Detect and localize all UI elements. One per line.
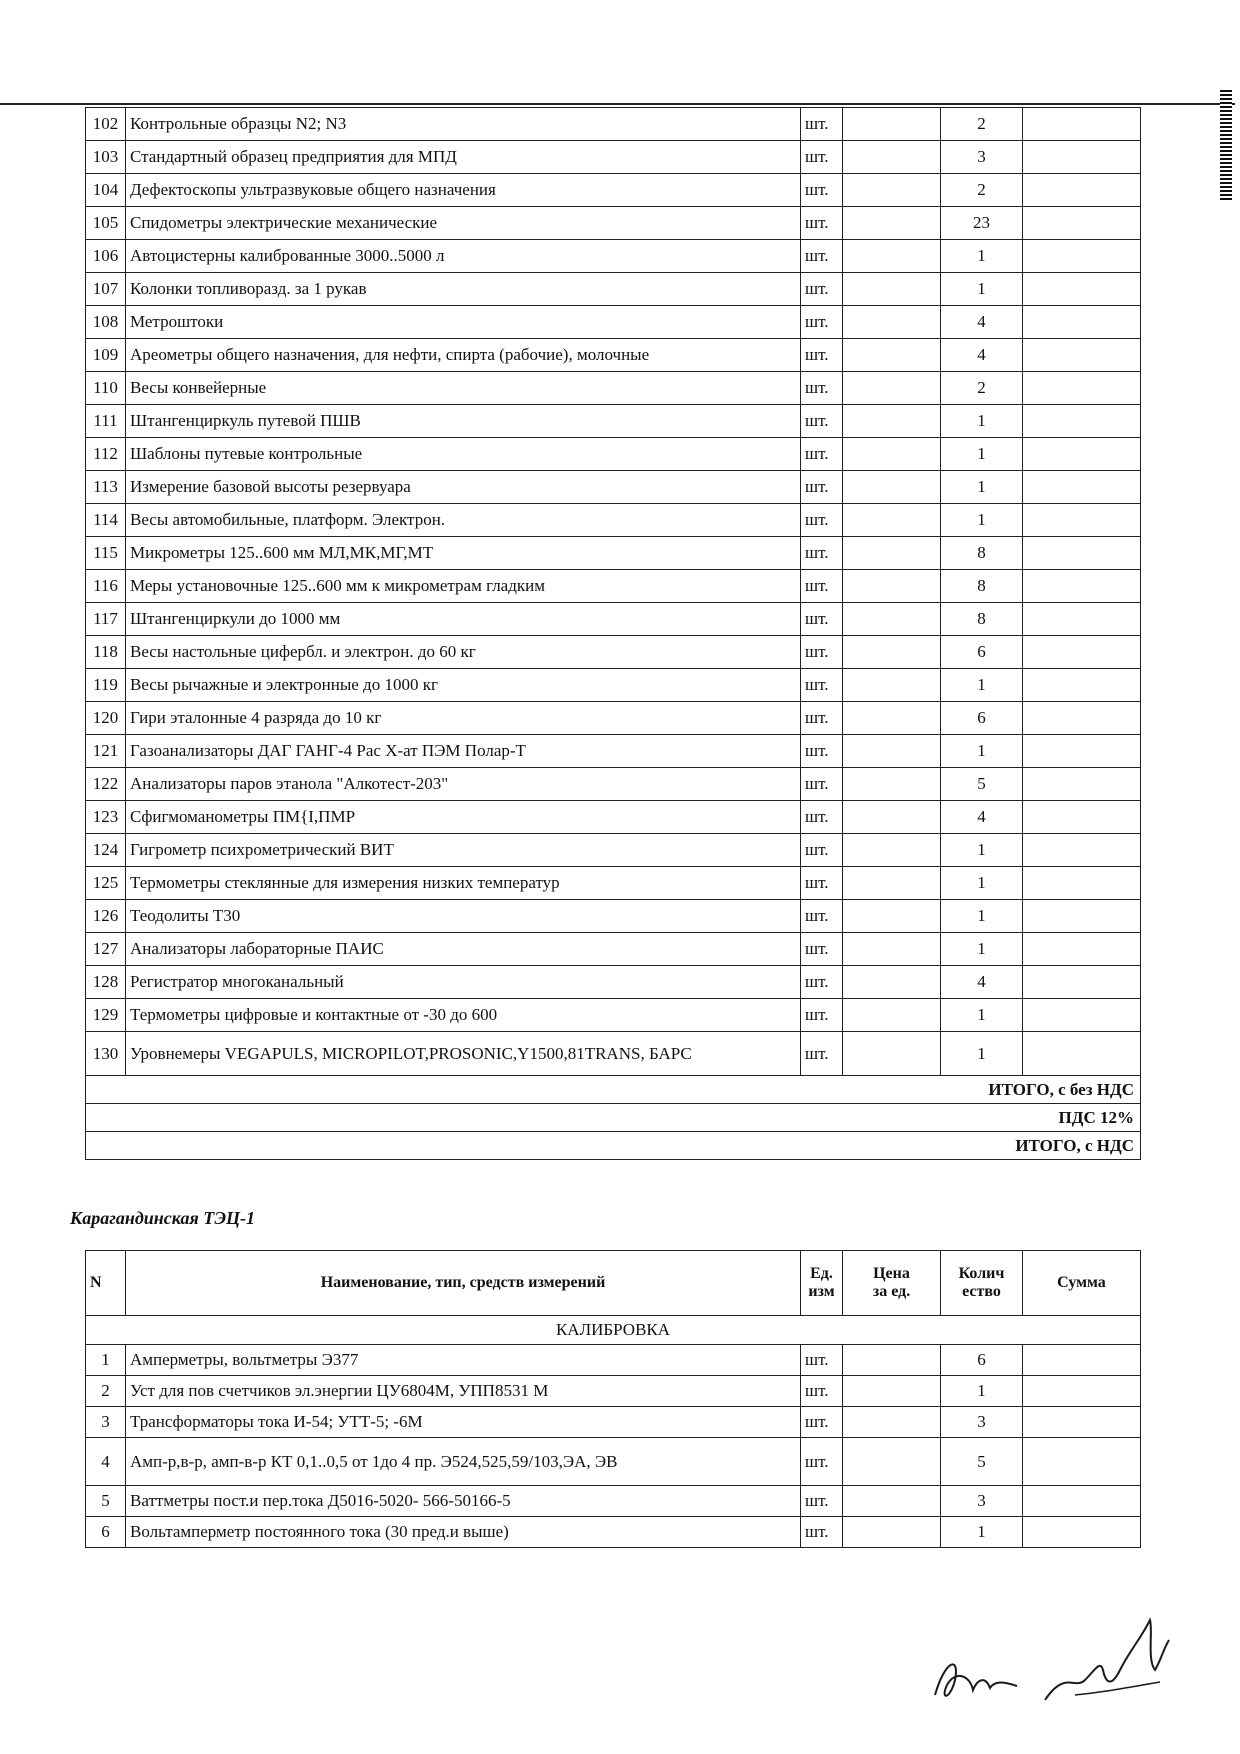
row-unit: шт. — [801, 405, 843, 438]
row-name: Весы конвейерные — [126, 372, 801, 405]
row-unit: шт. — [801, 108, 843, 141]
row-number: 124 — [86, 834, 126, 867]
row-sum — [1023, 867, 1141, 900]
row-number: 119 — [86, 669, 126, 702]
header-price — [843, 1251, 941, 1316]
row-price — [843, 306, 941, 339]
row-number: 109 — [86, 339, 126, 372]
row-price — [843, 834, 941, 867]
row-price — [843, 537, 941, 570]
row-qty: 1 — [941, 933, 1023, 966]
row-unit: шт. — [801, 174, 843, 207]
row-price — [843, 867, 941, 900]
row-sum — [1023, 768, 1141, 801]
table-row — [86, 537, 1141, 570]
table-row — [86, 339, 1141, 372]
row-qty: 3 — [941, 1407, 1023, 1438]
row-unit: шт. — [801, 603, 843, 636]
row-price — [843, 702, 941, 735]
row-unit: шт. — [801, 1486, 843, 1517]
row-number: 103 — [86, 141, 126, 174]
row-number: 118 — [86, 636, 126, 669]
row-sum — [1023, 933, 1141, 966]
row-qty: 2 — [941, 174, 1023, 207]
table-row — [86, 1345, 1141, 1376]
row-price — [843, 1376, 941, 1407]
row-number: 122 — [86, 768, 126, 801]
row-qty: 3 — [941, 141, 1023, 174]
row-name: Стандартный образец предприятия для МПД — [126, 141, 801, 174]
row-qty: 6 — [941, 636, 1023, 669]
row-price — [843, 999, 941, 1032]
table-row — [86, 702, 1141, 735]
table-row — [86, 372, 1141, 405]
row-sum — [1023, 273, 1141, 306]
row-sum — [1023, 1032, 1141, 1076]
row-name: Термометры стеклянные для измерения низких температур — [126, 867, 801, 900]
table-row — [86, 900, 1141, 933]
row-price — [843, 669, 941, 702]
row-sum — [1023, 1345, 1141, 1376]
header-n: N — [86, 1251, 126, 1316]
row-sum — [1023, 669, 1141, 702]
table-row — [86, 669, 1141, 702]
row-unit: шт. — [801, 1345, 843, 1376]
row-price — [843, 207, 941, 240]
row-number: 3 — [86, 1407, 126, 1438]
row-unit: шт. — [801, 966, 843, 999]
row-price — [843, 1438, 941, 1486]
row-sum — [1023, 801, 1141, 834]
row-sum — [1023, 471, 1141, 504]
row-unit: шт. — [801, 801, 843, 834]
row-number: 1 — [86, 1345, 126, 1376]
row-number: 104 — [86, 174, 126, 207]
total-without-vat-row — [86, 1076, 1141, 1104]
row-name: Амп-р,в-р, амп-в-р КТ 0,1..0,5 от 1до 4 пр. Э524,525,59/103,ЭА, ЭВ — [126, 1438, 801, 1486]
row-number: 117 — [86, 603, 126, 636]
row-name: Автоцистерны калиброванные 3000..5000 л — [126, 240, 801, 273]
row-sum — [1023, 372, 1141, 405]
row-qty: 1 — [941, 438, 1023, 471]
row-number: 113 — [86, 471, 126, 504]
row-price — [843, 372, 941, 405]
row-name: Теодолиты Т30 — [126, 900, 801, 933]
row-price — [843, 768, 941, 801]
vat-label: ПДС 12% — [86, 1104, 1141, 1132]
row-price — [843, 1517, 941, 1548]
row-sum — [1023, 636, 1141, 669]
row-sum — [1023, 1376, 1141, 1407]
row-qty: 8 — [941, 537, 1023, 570]
row-price — [843, 339, 941, 372]
row-qty: 1 — [941, 1376, 1023, 1407]
row-price — [843, 801, 941, 834]
row-name: Термометры цифровые и контактные от -30 до 600 — [126, 999, 801, 1032]
header-unit-line1: Ед. — [810, 1265, 833, 1282]
row-unit: шт. — [801, 1438, 843, 1486]
section-title: Карагандинская ТЭЦ-1 — [70, 1208, 256, 1228]
row-unit: шт. — [801, 471, 843, 504]
row-price — [843, 966, 941, 999]
row-unit: шт. — [801, 900, 843, 933]
row-unit: шт. — [801, 1517, 843, 1548]
row-qty: 1 — [941, 735, 1023, 768]
row-name: Амперметры, вольтметры Э377 — [126, 1345, 801, 1376]
row-sum — [1023, 438, 1141, 471]
row-number: 114 — [86, 504, 126, 537]
table-row — [86, 504, 1141, 537]
row-number: 126 — [86, 900, 126, 933]
total-without-vat-label: ИТОГО, с без НДС — [86, 1076, 1141, 1104]
row-unit: шт. — [801, 207, 843, 240]
table-row — [86, 570, 1141, 603]
calibration-table-body — [86, 1316, 1141, 1548]
row-sum — [1023, 966, 1141, 999]
row-unit: шт. — [801, 669, 843, 702]
row-qty: 4 — [941, 306, 1023, 339]
row-unit: шт. — [801, 141, 843, 174]
row-sum — [1023, 108, 1141, 141]
row-name: Весы автомобильные, платформ. Электрон. — [126, 504, 801, 537]
row-unit: шт. — [801, 306, 843, 339]
table-row — [86, 1032, 1141, 1076]
row-qty: 1 — [941, 405, 1023, 438]
row-price — [843, 570, 941, 603]
row-number: 125 — [86, 867, 126, 900]
row-name: Измерение базовой высоты резервуара — [126, 471, 801, 504]
header-name: Наименование, тип, средств измерений — [126, 1251, 801, 1316]
calibration-table-header — [86, 1251, 1141, 1316]
row-unit: шт. — [801, 867, 843, 900]
table-row — [86, 834, 1141, 867]
scan-edge-barcode — [1220, 90, 1232, 200]
row-qty: 1 — [941, 867, 1023, 900]
row-number: 106 — [86, 240, 126, 273]
row-name: Вольтамперметр постоянного тока (30 пред.и выше) — [126, 1517, 801, 1548]
row-sum — [1023, 735, 1141, 768]
totals-block — [86, 1076, 1141, 1160]
row-qty: 1 — [941, 1032, 1023, 1076]
row-name: Газоанализаторы ДАГ ГАНГ-4 Рас Х-ат ПЭМ Полар-Т — [126, 735, 801, 768]
row-qty: 5 — [941, 1438, 1023, 1486]
table-row — [86, 108, 1141, 141]
row-qty: 23 — [941, 207, 1023, 240]
table-row — [86, 438, 1141, 471]
row-number: 6 — [86, 1517, 126, 1548]
handwritten-signature — [925, 1600, 1195, 1710]
header-unit — [801, 1251, 843, 1316]
row-number: 127 — [86, 933, 126, 966]
row-name: Штангенциркули до 1000 мм — [126, 603, 801, 636]
row-unit: шт. — [801, 636, 843, 669]
row-qty: 1 — [941, 273, 1023, 306]
table-row — [86, 1486, 1141, 1517]
header-price-line1: Цена — [873, 1265, 910, 1282]
row-name: Сфигмоманометры ПМ{I,ПМР — [126, 801, 801, 834]
row-price — [843, 735, 941, 768]
table-row — [86, 999, 1141, 1032]
row-number: 102 — [86, 108, 126, 141]
row-unit: шт. — [801, 504, 843, 537]
calibration-band-row — [86, 1316, 1141, 1345]
total-with-vat-row — [86, 1132, 1141, 1160]
row-number: 115 — [86, 537, 126, 570]
row-qty: 1 — [941, 240, 1023, 273]
row-qty: 1 — [941, 669, 1023, 702]
row-price — [843, 141, 941, 174]
row-qty: 6 — [941, 702, 1023, 735]
row-sum — [1023, 603, 1141, 636]
row-name: Метроштоки — [126, 306, 801, 339]
row-unit: шт. — [801, 240, 843, 273]
row-number: 105 — [86, 207, 126, 240]
row-unit: шт. — [801, 702, 843, 735]
row-name: Штангенциркуль путевой ПШВ — [126, 405, 801, 438]
row-name: Весы настольные цифербл. и электрон. до 60 кг — [126, 636, 801, 669]
row-name: Спидометры электрические механические — [126, 207, 801, 240]
row-number: 123 — [86, 801, 126, 834]
row-unit: шт. — [801, 339, 843, 372]
row-unit: шт. — [801, 570, 843, 603]
row-name: Гири эталонные 4 разряда до 10 кг — [126, 702, 801, 735]
row-sum — [1023, 174, 1141, 207]
table-row — [86, 471, 1141, 504]
row-qty: 4 — [941, 966, 1023, 999]
row-unit: шт. — [801, 1407, 843, 1438]
row-name: Меры установочные 125..600 мм к микрометрам гладким — [126, 570, 801, 603]
row-price — [843, 1486, 941, 1517]
table-row — [86, 207, 1141, 240]
table-row — [86, 240, 1141, 273]
table-row — [86, 768, 1141, 801]
table-row — [86, 1376, 1141, 1407]
row-qty: 1 — [941, 834, 1023, 867]
row-name: Весы рычажные и электронные до 1000 кг — [126, 669, 801, 702]
continued-instruments-table-body — [86, 108, 1141, 1076]
row-number: 130 — [86, 1032, 126, 1076]
row-unit: шт. — [801, 273, 843, 306]
table-row — [86, 933, 1141, 966]
row-name: Колонки топливоразд. за 1 рукав — [126, 273, 801, 306]
row-number: 5 — [86, 1486, 126, 1517]
row-unit: шт. — [801, 933, 843, 966]
row-name: Анализаторы паров этанола "Алкотест-203" — [126, 768, 801, 801]
row-name: Ваттметры пост.и пер.тока Д5016-5020- 566-50166-5 — [126, 1486, 801, 1517]
continued-instruments-table — [85, 107, 1141, 1160]
row-qty: 5 — [941, 768, 1023, 801]
header-sum: Сумма — [1023, 1251, 1141, 1316]
table-row — [86, 801, 1141, 834]
row-qty: 2 — [941, 372, 1023, 405]
row-sum — [1023, 207, 1141, 240]
table-row — [86, 141, 1141, 174]
row-unit: шт. — [801, 1376, 843, 1407]
row-number: 121 — [86, 735, 126, 768]
row-unit: шт. — [801, 834, 843, 867]
table-row — [86, 174, 1141, 207]
row-number: 107 — [86, 273, 126, 306]
header-price-line2: за ед. — [872, 1283, 911, 1300]
header-qty-line1: Колич — [958, 1265, 1005, 1282]
row-sum — [1023, 834, 1141, 867]
row-price — [843, 240, 941, 273]
row-price — [843, 1032, 941, 1076]
row-name: Контрольные образцы N2; N3 — [126, 108, 801, 141]
table-row — [86, 636, 1141, 669]
row-price — [843, 900, 941, 933]
table-row — [86, 966, 1141, 999]
row-sum — [1023, 405, 1141, 438]
header-qty — [941, 1251, 1023, 1316]
row-unit: шт. — [801, 372, 843, 405]
row-unit: шт. — [801, 735, 843, 768]
row-number: 111 — [86, 405, 126, 438]
row-unit: шт. — [801, 1032, 843, 1076]
row-name: Уст для пов счетчиков эл.энергии ЦУ6804М, УПП8531 М — [126, 1376, 801, 1407]
row-name: Шаблоны путевые контрольные — [126, 438, 801, 471]
row-number: 128 — [86, 966, 126, 999]
row-name: Трансформаторы тока И-54; УТТ-5; -6М — [126, 1407, 801, 1438]
row-sum — [1023, 1438, 1141, 1486]
row-unit: шт. — [801, 537, 843, 570]
row-name: Уровнемеры VEGAPULS, MICROPILOT,PROSONIC,Y1500,81TRANS, БАРС — [126, 1032, 801, 1076]
table-row — [86, 1438, 1141, 1486]
table-row — [86, 405, 1141, 438]
row-sum — [1023, 702, 1141, 735]
calibration-band-label: КАЛИБРОВКА — [86, 1316, 1141, 1345]
row-qty: 1 — [941, 1517, 1023, 1548]
calibration-table — [85, 1250, 1141, 1548]
header-qty-line2: ество — [962, 1283, 1001, 1300]
row-qty: 6 — [941, 1345, 1023, 1376]
vat-row — [86, 1104, 1141, 1132]
header-unit-line2: изм — [808, 1283, 835, 1300]
row-qty: 8 — [941, 603, 1023, 636]
row-qty: 3 — [941, 1486, 1023, 1517]
row-number: 120 — [86, 702, 126, 735]
row-qty: 1 — [941, 999, 1023, 1032]
row-sum — [1023, 504, 1141, 537]
row-sum — [1023, 999, 1141, 1032]
row-price — [843, 603, 941, 636]
row-sum — [1023, 570, 1141, 603]
row-qty: 8 — [941, 570, 1023, 603]
row-price — [843, 273, 941, 306]
table-row — [86, 603, 1141, 636]
row-qty: 4 — [941, 801, 1023, 834]
row-sum — [1023, 1517, 1141, 1548]
row-name: Анализаторы лабораторные ПАИС — [126, 933, 801, 966]
row-price — [843, 933, 941, 966]
table-row — [86, 306, 1141, 339]
row-qty: 1 — [941, 504, 1023, 537]
row-qty: 1 — [941, 471, 1023, 504]
row-sum — [1023, 1407, 1141, 1438]
row-sum — [1023, 339, 1141, 372]
row-name: Гигрометр психрометрический ВИТ — [126, 834, 801, 867]
row-price — [843, 108, 941, 141]
row-sum — [1023, 141, 1141, 174]
row-unit: шт. — [801, 999, 843, 1032]
row-qty: 1 — [941, 900, 1023, 933]
total-with-vat-label: ИТОГО, с НДС — [86, 1132, 1141, 1160]
row-unit: шт. — [801, 768, 843, 801]
row-price — [843, 174, 941, 207]
row-sum — [1023, 537, 1141, 570]
row-number: 129 — [86, 999, 126, 1032]
table-row — [86, 735, 1141, 768]
row-number: 110 — [86, 372, 126, 405]
row-name: Микрометры 125..600 мм МЛ,МК,МГ,МТ — [126, 537, 801, 570]
row-price — [843, 1407, 941, 1438]
row-price — [843, 438, 941, 471]
row-number: 116 — [86, 570, 126, 603]
row-price — [843, 504, 941, 537]
row-sum — [1023, 1486, 1141, 1517]
row-number: 112 — [86, 438, 126, 471]
row-name: Регистратор многоканальный — [126, 966, 801, 999]
row-unit: шт. — [801, 438, 843, 471]
row-qty: 4 — [941, 339, 1023, 372]
row-name: Дефектоскопы ультразвуковые общего назначения — [126, 174, 801, 207]
row-name: Ареометры общего назначения, для нефти, спирта (рабочие), молочные — [126, 339, 801, 372]
row-number: 108 — [86, 306, 126, 339]
row-sum — [1023, 306, 1141, 339]
table-row — [86, 1407, 1141, 1438]
row-sum — [1023, 240, 1141, 273]
row-price — [843, 471, 941, 504]
row-price — [843, 405, 941, 438]
row-price — [843, 636, 941, 669]
row-price — [843, 1345, 941, 1376]
row-number: 4 — [86, 1438, 126, 1486]
row-number: 2 — [86, 1376, 126, 1407]
row-qty: 2 — [941, 108, 1023, 141]
page-top-rule — [0, 103, 1235, 105]
table-row — [86, 1517, 1141, 1548]
row-sum — [1023, 900, 1141, 933]
table-row — [86, 867, 1141, 900]
table-row — [86, 273, 1141, 306]
